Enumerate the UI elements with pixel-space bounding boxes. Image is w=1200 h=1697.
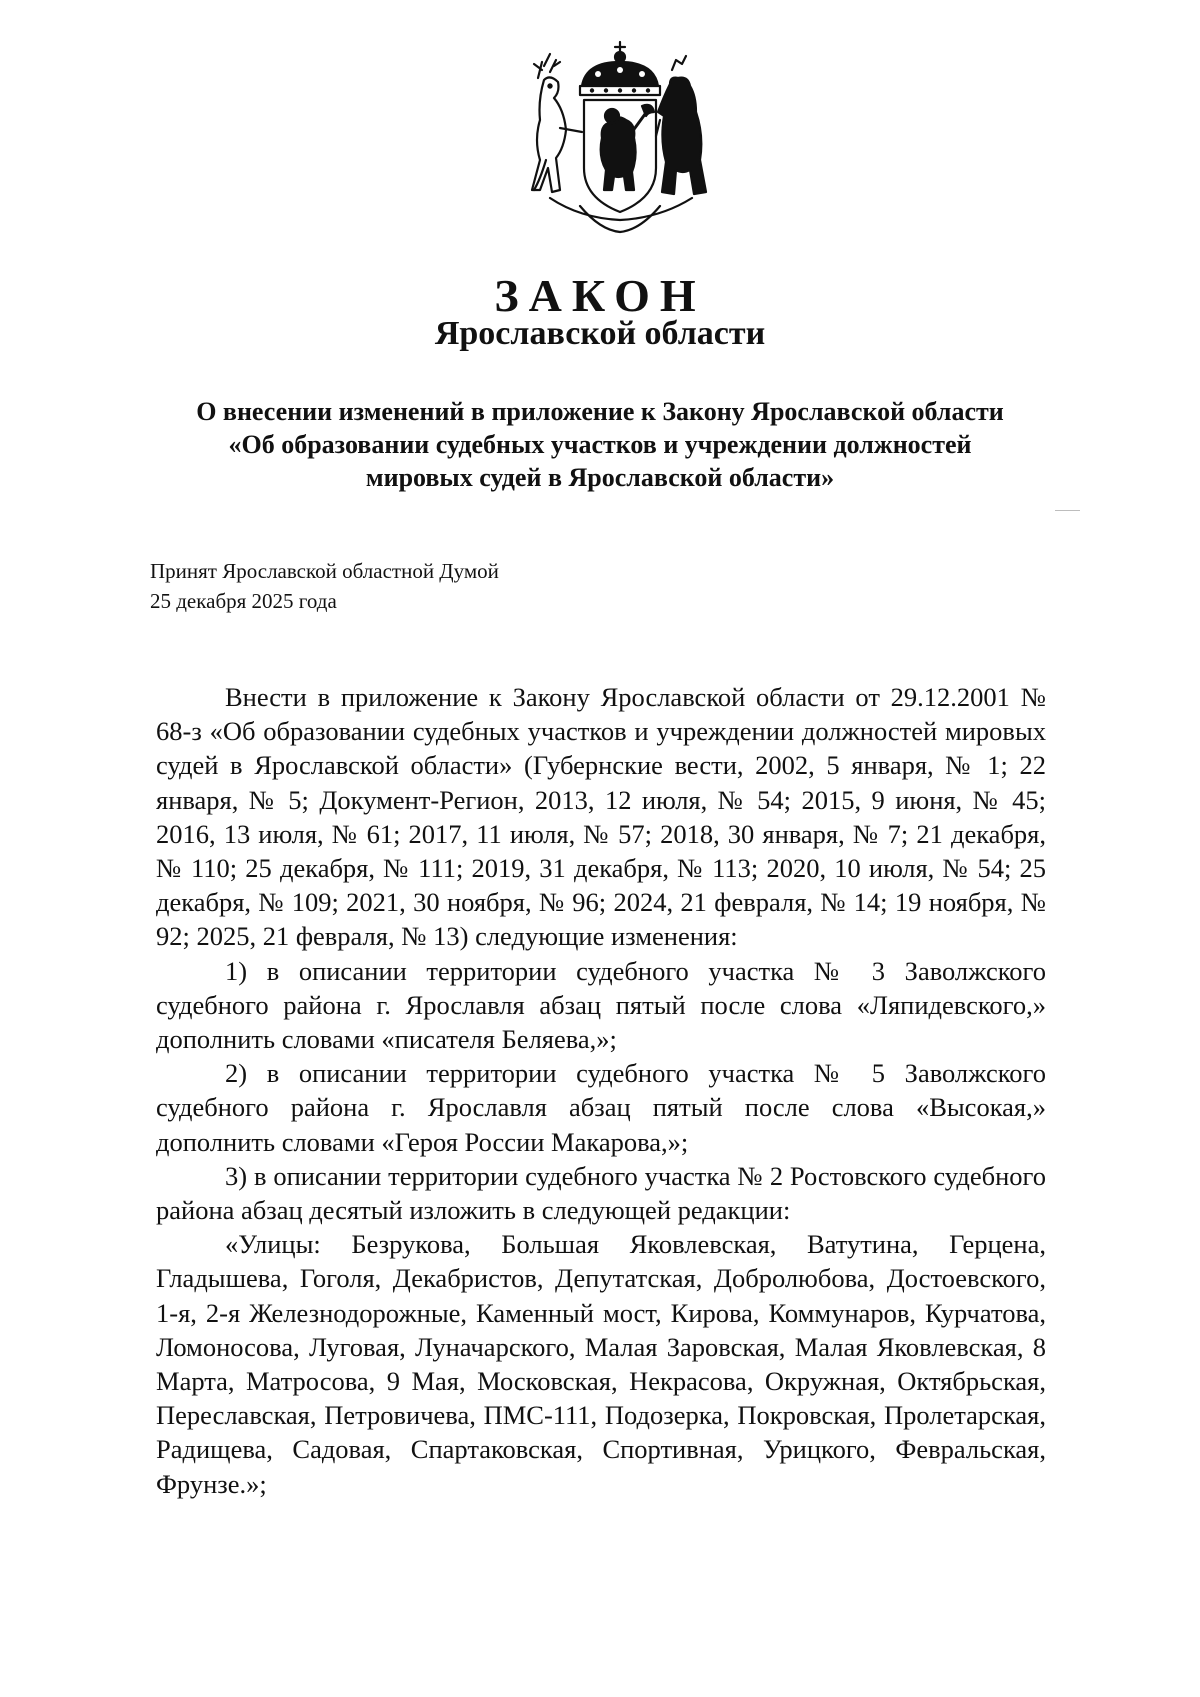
heading-line: О внесении изменений в приложение к Закону Ярославской области bbox=[196, 397, 1004, 426]
adoption-note bbox=[150, 556, 499, 616]
amendment-item-2: 2) в описании территории судебного участка № 5 Заволжского судебного района г. Ярославля абзац пятый после слова «Высокая,» дополнить словами «Героя России Макарова,»; bbox=[156, 1058, 1046, 1157]
adoption-body: Принят Ярославской областной Думой bbox=[150, 559, 499, 583]
amendment-item-3: 3) в описании территории судебного участка № 2 Ростовского судебного района абзац десятый изложить в следующей редакции: bbox=[156, 1160, 1046, 1226]
crown-icon bbox=[580, 42, 660, 95]
document-subtitle: Ярославской области bbox=[434, 315, 766, 352]
heading-line: мировых судей в Ярославской области» bbox=[365, 463, 835, 492]
document-title: ЗАКОН bbox=[494, 270, 706, 321]
scan-artifact bbox=[1055, 510, 1080, 511]
amendment-item-1: 1) в описании территории судебного участка № 3 Заволжского судебного района г. Ярославля абзац пятый после слова «Ляпидевского,» дополнить словами «писателя Беляева,»; bbox=[156, 955, 1046, 1055]
law-heading bbox=[150, 395, 1050, 494]
deer-icon bbox=[532, 54, 582, 192]
coat-of-arms-icon bbox=[520, 40, 720, 240]
amendment-quote: «Улицы: Безрукова, Большая Яковлевская, Ватутина, Герцена, Гладышева, Гоголя, Декабристов, Депутатская, Добролюбова, Достоевского, 1-я, 2-я Железнодорожные, Каменный мост, Кирова, Коммунаров, Курчатова, Ломоносова, Луговая, Луначарского, Малая Заровская, Малая Яковлевская, 8 Марта, Матросова, 9 Мая, Московская, Некрасова, Окружная, Октябрьская, Переславская, Петровичева, ПМС-111, Подозерка, Покровская, Пролетарская, Радищева, Садовая, Спартаковская, Спортивная, Урицкого, Февральская, Фрунзе.»; bbox=[156, 1229, 1046, 1499]
law-body bbox=[156, 680, 1046, 1501]
intro-paragraph: Внести в приложение к Закону Ярославской области от 29.12.2001 № 68-з «Об образовании судебных участков и учреждении должностей мировых судей в Ярославской области» (Губернские вести, 2002, 5 января, № 1; 22 января, № 5; Документ-Регион, 2013, 12 июля, № 54; 2015, 9 июня, № 45; 2016, 13 июля, № 61; 2017, 11 июля, № 57; 2018, 30 января, № 7; 21 декабря, № 110; 25 декабря, № 111; 2019, 31 декабря, № 113; 2020, 10 июля, № 54; 25 декабря, № 109; 2021, 30 ноября, № 96; 2024, 21 февраля, № 14; 19 ноября, № 92; 2025, 21 февраля, № 13) следующие изменения: bbox=[156, 682, 1046, 952]
adoption-date: 25 декабря 2025 года bbox=[150, 589, 337, 613]
heading-line: «Об образовании судебных участков и учреждении должностей bbox=[228, 430, 972, 459]
standing-bear-icon bbox=[656, 56, 706, 194]
